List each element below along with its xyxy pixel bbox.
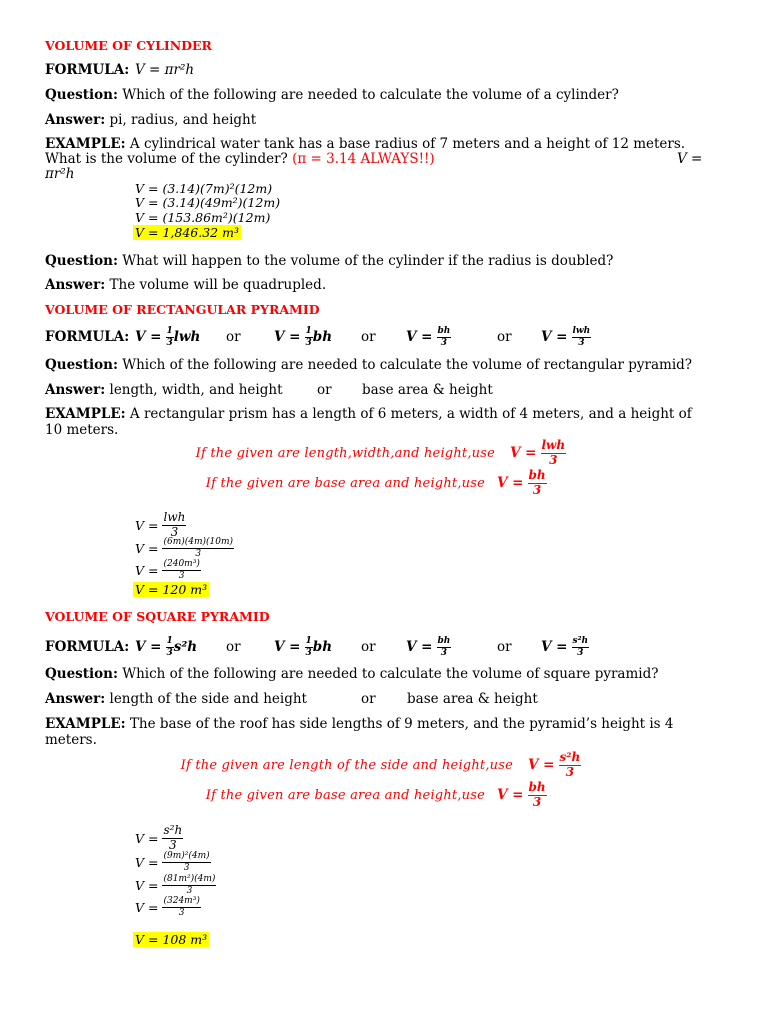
example-label: EXAMPLE: [45, 406, 126, 422]
answer-label: Answer: [45, 277, 106, 293]
rect-question [45, 356, 692, 374]
formula-option [406, 325, 451, 349]
or-separator: or [361, 639, 376, 655]
fraction-numerator: (81m²)(4m) [163, 874, 216, 885]
question-text: Which of the following are needed to calculate the volume of a cylinder? [122, 87, 619, 103]
calc-step [135, 536, 234, 560]
square-answer-row [0, 690, 768, 708]
formula-lhs: V = [274, 639, 301, 655]
formula-lhs: V = [135, 639, 162, 655]
formula-lhs: V = [135, 540, 159, 556]
fraction [572, 636, 590, 658]
answer-wrap [45, 691, 307, 707]
fraction [437, 636, 452, 658]
answer-text: The volume will be quadrupled. [109, 277, 327, 293]
cylinder-answer-2 [45, 276, 326, 294]
result-highlight: V = 1,846.32 m³ [135, 225, 239, 240]
fraction [166, 326, 174, 348]
formula-label: FORMULA: [45, 62, 130, 78]
answer-option: length, width, and height [109, 382, 283, 398]
fraction-denominator: 3 [195, 548, 202, 559]
example-question: What is the volume of the cylinder? [45, 151, 288, 167]
or-separator: or [226, 639, 241, 655]
fraction [162, 511, 186, 540]
section-title-rectangular-pyramid: VOLUME OF RECTANGULAR PYRAMID [45, 302, 320, 317]
fraction [162, 874, 216, 896]
formula-tail: bh [312, 639, 333, 655]
section-title-cylinder: VOLUME OF CYLINDER [45, 38, 212, 53]
fraction [162, 896, 200, 918]
fraction-denominator: 3 [178, 907, 185, 918]
formula-tail: s²h [173, 639, 198, 655]
fraction-denominator: 3 [166, 647, 173, 658]
fraction-denominator: 3 [186, 885, 193, 896]
fraction-numerator: s²h [163, 822, 183, 837]
hint-formula [510, 438, 566, 468]
or-separator: or [226, 329, 241, 345]
rect-formula-row [0, 325, 768, 349]
result-highlight: V = 120 m³ [135, 582, 208, 597]
fraction [528, 469, 547, 498]
fraction-numerator: 1 [166, 636, 173, 647]
fraction-denominator: 3 [166, 337, 173, 348]
fraction [162, 824, 183, 853]
fraction-numerator: bh [528, 779, 546, 794]
result-line [133, 225, 241, 240]
rect-example-line1 [45, 405, 692, 423]
formula-lhs: V = [541, 329, 568, 345]
formula-lhs: V = [528, 757, 555, 773]
rect-hint-2 [0, 468, 768, 498]
square-formula-row [0, 635, 768, 659]
formula-tail: lwh [173, 329, 201, 345]
fraction-denominator: 3 [440, 647, 448, 658]
calc-step: V = (3.14)(7m)²(12m) [135, 181, 273, 196]
formula-option [135, 325, 200, 349]
or-separator: or [361, 691, 376, 707]
or-separator: or [317, 382, 332, 398]
formula-lhs: V = [135, 854, 159, 870]
fraction [541, 439, 567, 468]
result-highlight: V = 108 m³ [135, 932, 208, 947]
square-step [0, 850, 768, 874]
rect-step [0, 536, 768, 560]
fraction-numerator: bh [437, 636, 451, 647]
fraction-denominator: 3 [578, 337, 585, 348]
square-hint-2 [0, 780, 768, 810]
fraction-denominator: 3 [178, 570, 185, 581]
cylinder-answer [45, 111, 256, 129]
cylinder-example-line2 [0, 150, 768, 168]
hint-text: If the given are base area and height,use [205, 475, 485, 491]
example-formula-rhs: πr²h [45, 166, 75, 182]
answer-text: pi, radius, and height [109, 112, 257, 128]
fraction-denominator: 3 [305, 337, 312, 348]
formula-label: FORMULA: [45, 329, 130, 345]
fraction-numerator: lwh [163, 509, 186, 524]
hint-text: If the given are length of the side and height,use [180, 757, 513, 773]
answer-label: Answer: [45, 382, 106, 398]
calc-step [135, 873, 216, 897]
formula-lhs: V = [135, 899, 159, 915]
pi-note: (π = 3.14 ALWAYS!!) [292, 151, 435, 167]
question-text: What will happen to the volume of the cylinder if the radius is doubled? [122, 253, 614, 269]
formula-label: FORMULA: [45, 639, 130, 655]
answer-cell [45, 690, 307, 708]
or-separator: or [497, 329, 512, 345]
formula-option [541, 325, 591, 349]
formula-lhs: V = [406, 639, 433, 655]
cylinder-question-2 [45, 252, 613, 270]
formula-tail: bh [312, 329, 333, 345]
calc-step [135, 895, 201, 919]
cylinder-question [45, 86, 619, 104]
formula-lhs: V = [135, 517, 159, 533]
formula-option [541, 635, 589, 659]
fraction [166, 636, 174, 658]
fraction-denominator: 3 [577, 647, 584, 658]
rect-answer-row [0, 381, 768, 399]
formula-lhs: V = [135, 329, 162, 345]
fraction-denominator: 3 [532, 482, 542, 497]
fraction [162, 537, 234, 559]
formula-lhs: V = [135, 830, 159, 846]
calc-step [135, 823, 183, 853]
fraction-numerator: (240m³) [163, 559, 200, 570]
rect-step [0, 558, 768, 582]
question-label: Question: [45, 666, 118, 682]
fraction [162, 851, 210, 873]
fraction [162, 559, 200, 581]
fraction [437, 326, 452, 348]
example-label: EXAMPLE: [45, 136, 126, 152]
square-step [0, 873, 768, 897]
formula-lhs: V = [497, 475, 524, 491]
fraction-numerator: lwh [572, 326, 591, 337]
formula-lhs: V = [497, 787, 524, 803]
square-hint-1 [0, 750, 768, 780]
example-label: EXAMPLE: [45, 716, 126, 732]
question-text: Which of the following are needed to calculate the volume of rectangular pyramid? [122, 357, 693, 373]
fraction-denominator: 3 [305, 647, 312, 658]
question-label: Question: [45, 357, 118, 373]
example-text: A cylindrical water tank has a base radius of 7 meters and a height of 12 meters. [129, 136, 686, 152]
example-formula-lhs: V = [677, 151, 703, 167]
question-label: Question: [45, 87, 118, 103]
section-title-square-pyramid: VOLUME OF SQUARE PYRAMID [45, 609, 270, 624]
square-step [0, 895, 768, 919]
fraction-numerator: bh [437, 326, 451, 337]
or-separator: or [497, 639, 512, 655]
fraction-numerator: bh [528, 467, 546, 482]
fraction [528, 781, 547, 810]
fraction [572, 326, 592, 348]
hint-text: If the given are length,width,and height,use [195, 445, 495, 461]
formula-lhs: V = [135, 877, 159, 893]
square-question [45, 665, 658, 683]
example-text: The base of the roof has side lengths of 9 meters, and the pyramid’s height is 4 [129, 716, 674, 732]
example-question-cell [45, 150, 435, 168]
fraction-denominator: 3 [183, 862, 190, 873]
formula-lhs: V = [541, 639, 568, 655]
fraction-numerator: 1 [305, 326, 312, 337]
fraction [305, 636, 313, 658]
formula-lhs: V = [406, 329, 433, 345]
hint-formula [528, 750, 581, 780]
formula-lhs: V = [274, 329, 301, 345]
answer-label: Answer: [45, 691, 106, 707]
fraction [559, 751, 582, 780]
rect-hint-1 [0, 438, 768, 468]
example-question-wrap [45, 151, 435, 167]
answer-label: Answer: [45, 112, 106, 128]
fraction-denominator: 3 [170, 524, 179, 539]
hint-formula [497, 468, 547, 498]
calc-step [135, 558, 201, 582]
calc-step [135, 850, 211, 874]
result-line [133, 582, 209, 597]
calc-step: V = (153.86m²)(12m) [135, 210, 271, 225]
result-line [133, 932, 209, 947]
fraction-numerator: (6m)(4m)(10m) [163, 537, 234, 548]
fraction-numerator: lwh [541, 437, 566, 452]
rect-example-line2: 10 meters. [45, 422, 119, 438]
formula-option [406, 635, 451, 659]
fraction-numerator: 1 [305, 636, 312, 647]
or-separator: or [361, 329, 376, 345]
square-example-line2: meters. [45, 732, 97, 748]
formula-lhs: V = [135, 562, 159, 578]
formula-option [274, 635, 332, 659]
cylinder-formula-row [0, 61, 768, 79]
formula-lhs: V = [510, 445, 537, 461]
fraction-denominator: 3 [532, 794, 542, 809]
fraction-numerator: s²h [572, 636, 589, 647]
fraction-denominator: 3 [440, 337, 448, 348]
fraction [305, 326, 313, 348]
question-text: Which of the following are needed to calculate the volume of square pyramid? [122, 666, 659, 682]
answer-option: base area & height [362, 382, 493, 398]
formula-option [274, 325, 332, 349]
fraction-denominator: 3 [565, 764, 575, 779]
fraction-numerator: (9m)²(4m) [163, 851, 210, 862]
answer-option: length of the side and height [109, 691, 307, 707]
fraction-numerator: 1 [166, 326, 173, 337]
answer-wrap [45, 382, 283, 398]
hint-formula [497, 780, 547, 810]
fraction-numerator: s²h [559, 749, 581, 764]
fraction-numerator: (324m³) [163, 896, 200, 907]
square-example-line1 [45, 715, 674, 733]
fraction-denominator: 3 [169, 837, 177, 852]
hint-text: If the given are base area and height,use [205, 787, 485, 803]
example-text: A rectangular prism has a length of 6 meters, a width of 4 meters, and a height of [129, 406, 692, 422]
calc-step: V = (3.14)(49m²)(12m) [135, 195, 281, 210]
formula-option [135, 635, 197, 659]
question-label: Question: [45, 253, 118, 269]
cylinder-formula: V = πr²h [135, 62, 195, 78]
answer-cell [45, 381, 283, 399]
answer-option: base area & height [407, 691, 538, 707]
fraction-denominator: 3 [549, 452, 558, 467]
square-step [0, 823, 768, 853]
